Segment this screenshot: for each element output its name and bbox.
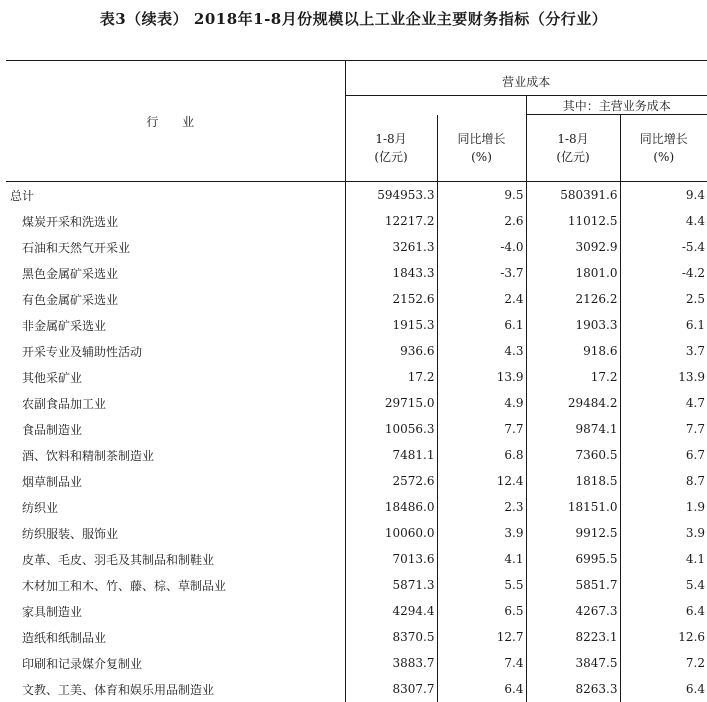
operating-cost-growth-cell: 12.7 — [437, 624, 526, 650]
table-body — [6, 182, 707, 702]
cost-growth-header-line1: 同比增长 — [457, 132, 505, 146]
operating-cost-growth-cell: 13.9 — [437, 364, 526, 390]
operating-cost-growth-cell: 9.5 — [437, 182, 526, 209]
operating-cost-growth-cell: 6.8 — [437, 442, 526, 468]
main-business-cost-growth-cell: 3.7 — [620, 338, 707, 364]
page-title: 表3（续表） 2018年1-8月份规模以上工业企业主要财务指标（分行业） — [0, 8, 707, 29]
main-business-cost-growth-cell: 4.1 — [620, 546, 707, 572]
industry-name-cell: 其他采矿业 — [6, 364, 345, 390]
operating-cost-cell: 29715.0 — [345, 390, 437, 416]
operating-cost-cell: 10060.0 — [345, 520, 437, 546]
operating-cost-growth-cell: 6.1 — [437, 312, 526, 338]
operating-cost-growth-cell: 3.9 — [437, 520, 526, 546]
industry-name-cell: 造纸和纸制品业 — [6, 624, 345, 650]
industry-name-cell: 开采专业及辅助性活动 — [6, 338, 345, 364]
main-business-cost-growth-cell: 6.4 — [620, 598, 707, 624]
operating-cost-growth-cell: 7.4 — [437, 650, 526, 676]
operating-cost-cell: 10056.3 — [345, 416, 437, 442]
cost-value-header-line2: (亿元) — [346, 148, 437, 166]
main-business-cost-cell: 11012.5 — [526, 208, 620, 234]
operating-cost-growth-cell: -3.7 — [437, 260, 526, 286]
industry-name-cell: 纺织业 — [6, 494, 345, 520]
table-header — [6, 61, 707, 182]
operating-cost-cell: 2572.6 — [345, 468, 437, 494]
operating-cost-growth-cell: 6.4 — [437, 676, 526, 702]
industry-column-header: 行 业 — [6, 61, 345, 182]
table-row — [6, 442, 707, 468]
main-business-cost-cell: 8263.3 — [526, 676, 620, 702]
industry-name-cell: 有色金属矿采选业 — [6, 286, 345, 312]
main-business-cost-cell: 7360.5 — [526, 442, 620, 468]
main-business-cost-growth-cell: 8.7 — [620, 468, 707, 494]
table-row — [6, 338, 707, 364]
operating-cost-growth-cell: 4.1 — [437, 546, 526, 572]
operating-cost-header: 营业成本 — [345, 61, 707, 96]
operating-cost-cell: 5871.3 — [345, 572, 437, 598]
cost-value-header — [345, 115, 437, 182]
industry-name-cell: 文教、工美、体育和娱乐用品制造业 — [6, 676, 345, 702]
table-row — [6, 468, 707, 494]
main-business-cost-growth-cell: -4.2 — [620, 260, 707, 286]
operating-cost-growth-cell: -4.0 — [437, 234, 526, 260]
main-business-cost-cell: 3092.9 — [526, 234, 620, 260]
operating-cost-cell: 1915.3 — [345, 312, 437, 338]
industry-name-cell: 食品制造业 — [6, 416, 345, 442]
industry-name-cell: 农副食品加工业 — [6, 390, 345, 416]
main-business-cost-header: 其中：主营业务成本 — [526, 96, 707, 115]
table-row — [6, 494, 707, 520]
main-business-cost-growth-cell: 6.1 — [620, 312, 707, 338]
table-row — [6, 364, 707, 390]
operating-cost-cell: 8307.7 — [345, 676, 437, 702]
table-row — [6, 624, 707, 650]
cost-growth-header — [437, 115, 526, 182]
main-business-cost-growth-cell: 1.9 — [620, 494, 707, 520]
operating-cost-cell: 12217.2 — [345, 208, 437, 234]
main-business-cost-cell: 9912.5 — [526, 520, 620, 546]
table-row — [6, 234, 707, 260]
main-business-cost-cell: 2126.2 — [526, 286, 620, 312]
main-business-cost-growth-cell: -5.4 — [620, 234, 707, 260]
main-growth-header-line2: (%) — [621, 148, 707, 166]
table-row — [6, 260, 707, 286]
main-business-cost-growth-cell: 6.7 — [620, 442, 707, 468]
cost-value-header-line1: 1-8月 — [375, 132, 406, 146]
main-value-header-line1: 1-8月 — [557, 132, 588, 146]
main-business-cost-cell: 1903.3 — [526, 312, 620, 338]
table-row — [6, 520, 707, 546]
main-business-cost-growth-cell: 7.7 — [620, 416, 707, 442]
industry-name-cell: 非金属矿采选业 — [6, 312, 345, 338]
operating-cost-growth-cell: 12.4 — [437, 468, 526, 494]
main-business-cost-cell: 580391.6 — [526, 182, 620, 209]
main-business-cost-growth-cell: 12.6 — [620, 624, 707, 650]
main-business-cost-cell: 1801.0 — [526, 260, 620, 286]
operating-cost-growth-cell: 5.5 — [437, 572, 526, 598]
industry-name-cell: 总计 — [6, 182, 345, 209]
industry-name-cell: 黑色金属矿采选业 — [6, 260, 345, 286]
table-row — [6, 572, 707, 598]
industry-name-cell: 木材加工和木、竹、藤、棕、草制品业 — [6, 572, 345, 598]
main-business-cost-cell: 3847.5 — [526, 650, 620, 676]
industry-name-cell: 纺织服装、服饰业 — [6, 520, 345, 546]
table-row — [6, 676, 707, 702]
main-business-cost-cell: 17.2 — [526, 364, 620, 390]
main-business-cost-cell: 18151.0 — [526, 494, 620, 520]
main-business-cost-cell: 1818.5 — [526, 468, 620, 494]
main-business-cost-cell: 6995.5 — [526, 546, 620, 572]
table-row — [6, 650, 707, 676]
industry-name-cell: 印刷和记录媒介复制业 — [6, 650, 345, 676]
operating-cost-cell: 8370.5 — [345, 624, 437, 650]
financial-table — [6, 60, 707, 702]
main-business-cost-growth-cell: 4.7 — [620, 390, 707, 416]
main-business-cost-cell: 5851.7 — [526, 572, 620, 598]
main-business-cost-cell: 8223.1 — [526, 624, 620, 650]
main-growth-header-line1: 同比增长 — [640, 132, 688, 146]
operating-cost-growth-cell: 6.5 — [437, 598, 526, 624]
operating-cost-cell: 936.6 — [345, 338, 437, 364]
table-row — [6, 598, 707, 624]
cost-growth-header-line2: (%) — [438, 148, 526, 166]
industry-name-cell: 家具制造业 — [6, 598, 345, 624]
table-row — [6, 286, 707, 312]
main-business-cost-cell: 29484.2 — [526, 390, 620, 416]
operating-cost-cell: 4294.4 — [345, 598, 437, 624]
main-business-cost-cell: 9874.1 — [526, 416, 620, 442]
operating-cost-cell: 7013.6 — [345, 546, 437, 572]
industry-name-cell: 石油和天然气开采业 — [6, 234, 345, 260]
operating-cost-cell: 3883.7 — [345, 650, 437, 676]
table-row — [6, 312, 707, 338]
operating-cost-growth-cell: 4.9 — [437, 390, 526, 416]
operating-cost-cell: 1843.3 — [345, 260, 437, 286]
main-business-cost-growth-cell: 13.9 — [620, 364, 707, 390]
main-business-cost-cell: 4267.3 — [526, 598, 620, 624]
main-business-cost-growth-cell: 9.4 — [620, 182, 707, 209]
table-row — [6, 390, 707, 416]
operating-cost-cell: 594953.3 — [345, 182, 437, 209]
main-growth-header — [620, 115, 707, 182]
main-business-cost-growth-cell: 2.5 — [620, 286, 707, 312]
operating-cost-cell: 2152.6 — [345, 286, 437, 312]
table-row — [6, 546, 707, 572]
industry-name-cell: 烟草制品业 — [6, 468, 345, 494]
main-value-header — [526, 115, 620, 182]
table-row — [6, 182, 707, 209]
operating-cost-growth-cell: 2.3 — [437, 494, 526, 520]
header-spacer — [345, 96, 526, 115]
operating-cost-growth-cell: 7.7 — [437, 416, 526, 442]
operating-cost-cell: 3261.3 — [345, 234, 437, 260]
main-business-cost-growth-cell: 4.4 — [620, 208, 707, 234]
industry-name-cell: 皮革、毛皮、羽毛及其制品和制鞋业 — [6, 546, 345, 572]
table-row — [6, 416, 707, 442]
financial-table-container — [6, 60, 707, 702]
operating-cost-growth-cell: 4.3 — [437, 338, 526, 364]
main-business-cost-growth-cell: 3.9 — [620, 520, 707, 546]
operating-cost-cell: 7481.1 — [345, 442, 437, 468]
operating-cost-cell: 18486.0 — [345, 494, 437, 520]
industry-name-cell: 酒、饮料和精制茶制造业 — [6, 442, 345, 468]
operating-cost-cell: 17.2 — [345, 364, 437, 390]
main-business-cost-growth-cell: 6.4 — [620, 676, 707, 702]
operating-cost-growth-cell: 2.6 — [437, 208, 526, 234]
main-business-cost-cell: 918.6 — [526, 338, 620, 364]
operating-cost-growth-cell: 2.4 — [437, 286, 526, 312]
main-value-header-line2: (亿元) — [527, 148, 620, 166]
table-row — [6, 208, 707, 234]
industry-name-cell: 煤炭开采和洗选业 — [6, 208, 345, 234]
main-business-cost-growth-cell: 5.4 — [620, 572, 707, 598]
main-business-cost-growth-cell: 7.2 — [620, 650, 707, 676]
